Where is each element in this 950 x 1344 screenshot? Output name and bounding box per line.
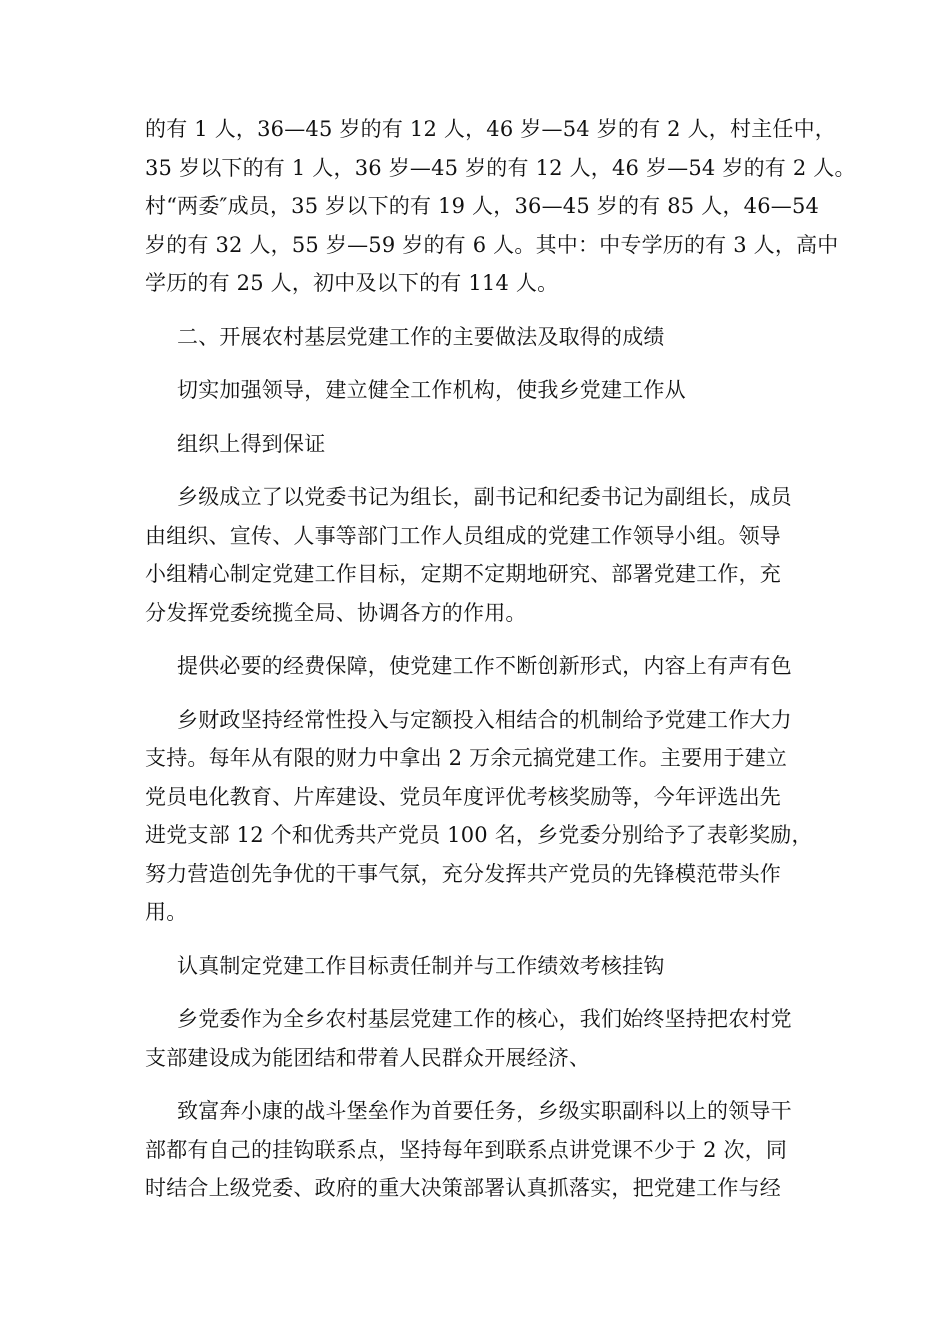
- text-line: 乡党委作为全乡农村基层党建工作的核心，我们始终坚持把农村党: [177, 1007, 792, 1031]
- text-line: 35 岁以下的有 1 人，36 岁—45 岁的有 12 人，46 岁—54 岁的有 2 人。: [145, 155, 856, 180]
- text-line: 认真制定党建工作目标责任制并与工作绩效考核挂钩: [177, 953, 665, 978]
- paragraph-gap: [145, 410, 810, 425]
- paragraph-gap: [145, 463, 810, 478]
- paragraph-gap: [145, 356, 810, 371]
- paragraph: [145, 1092, 810, 1208]
- document-body: [145, 110, 856, 1208]
- text-line: 二、开展农村基层党建工作的主要做法及取得的成绩: [177, 324, 665, 349]
- paragraph: [145, 110, 856, 303]
- paragraph: [145, 1000, 810, 1077]
- text-line: 乡财政坚持经常性投入与定额投入相结合的机制给予党建工作大力: [177, 707, 792, 732]
- text-line: 支持。每年从有限的财力中拿出 2 万余元搞党建工作。主要用于建立: [145, 746, 788, 770]
- text-line: 乡级成立了以党委书记为组长，副书记和纪委书记为副组长，成员: [177, 485, 792, 509]
- paragraph: [145, 478, 810, 632]
- text-line: 的有 1 人，36—45 岁的有 12 人，46 岁—54 岁的有 2 人，村主任中，: [145, 117, 837, 141]
- paragraph-gap: [145, 686, 810, 701]
- paragraph: [145, 318, 810, 357]
- text-line: 切实加强领导，建立健全工作机构，使我乡党建工作从: [177, 378, 686, 402]
- text-line: 由组织、宣传、人事等部门工作人员组成的党建工作领导小组。领导: [145, 523, 781, 548]
- paragraph: [145, 647, 810, 686]
- paragraph: [145, 947, 810, 986]
- text-line: 时结合上级党委、政府的重大决策部署认真抓落实，把党建工作与经: [145, 1176, 781, 1200]
- text-line: 学历的有 25 人，初中及以下的有 114 人。: [145, 271, 559, 295]
- text-line: 用。: [145, 900, 188, 924]
- paragraph-gap: [145, 632, 810, 647]
- text-line: 小组精心制定党建工作目标，定期不定期地研究、部署党建工作，充: [145, 562, 781, 586]
- text-line: 致富奔小康的战斗堡垒作为首要任务，乡级实职副科以上的领导干: [177, 1099, 792, 1123]
- paragraph-gap: [145, 985, 810, 1000]
- paragraph: [145, 425, 810, 464]
- paragraph: [145, 701, 813, 932]
- text-line: 支部建设成为能团结和带着人民群众开展经济、: [145, 1045, 591, 1070]
- text-line: 进党支部 12 个和优秀共产党员 100 名，乡党委分别给予了表彰奖励，: [145, 823, 813, 847]
- paragraph-gap: [145, 1077, 810, 1092]
- text-line: 村“两委″成员，35 岁以下的有 19 人，36—45 岁的有 85 人，46—54: [145, 194, 820, 218]
- text-line: 努力营造创先争优的干事气氛，充分发挥共产党员的先锋模范带头作: [145, 861, 781, 886]
- text-line: 部都有自己的挂钩联系点，坚持每年到联系点讲党课不少于 2 次，同: [145, 1137, 788, 1162]
- paragraph-gap: [145, 932, 810, 947]
- text-line: 提供必要的经费保障，使党建工作不断创新形式，内容上有声有色: [177, 654, 792, 678]
- paragraph-gap: [145, 303, 810, 318]
- text-line: 党员电化教育、片库建设、党员年度评优考核奖励等，今年评选出先: [145, 784, 781, 809]
- text-line: 组织上得到保证: [177, 431, 326, 456]
- text-line: 岁的有 32 人，55 岁—59 岁的有 6 人。其中：中专学历的有 3 人，高中: [145, 232, 839, 257]
- text-line: 分发挥党委统揽全局、协调各方的作用。: [145, 600, 527, 625]
- paragraph: [145, 371, 810, 410]
